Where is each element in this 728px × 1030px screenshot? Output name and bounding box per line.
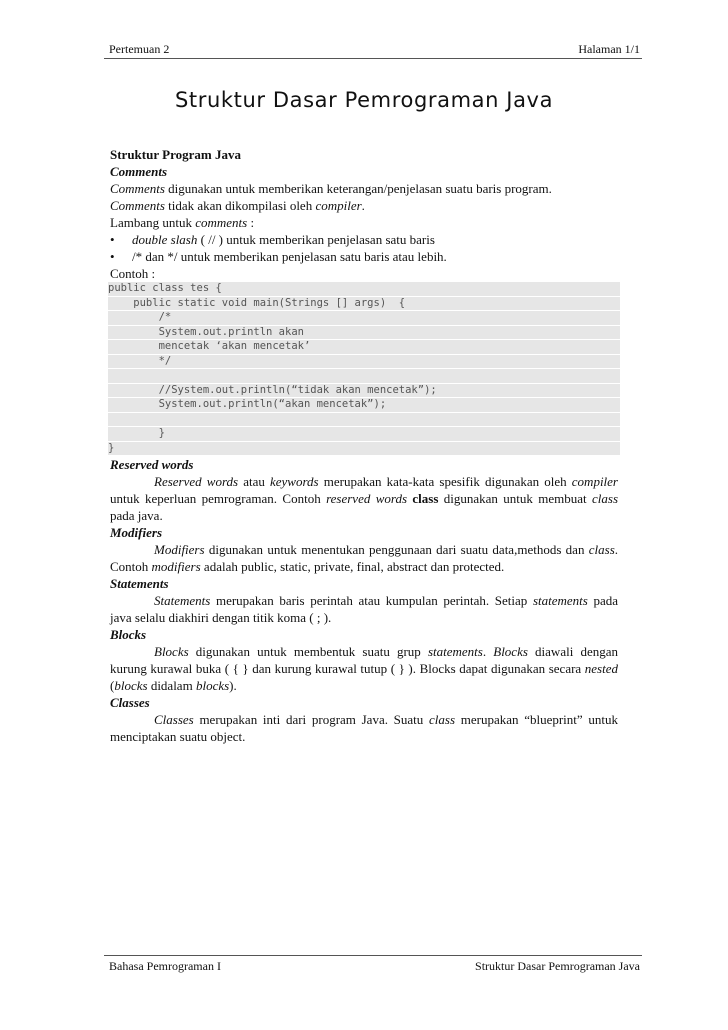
modifiers-paragraph: Modifiers digunakan untuk menentukan penggunaan dari suatu data,methods dan class. Contoh modifiers adalah public, static, private, final, abstract dan protected. [110,542,618,574]
comments-symbol-list [110,231,618,265]
section-heading-modifiers: Modifiers [110,525,162,540]
header-left-text: Pertemuan 2 [109,42,170,56]
section-heading-blocks: Blocks [110,627,147,642]
list-item: • double slash ( // ) untuk memberikan penjelasan satu baris [110,232,435,247]
code-line [108,413,620,428]
code-line: } [108,427,620,442]
blocks-paragraph: Blocks digunakan untuk membentuk suatu grup statements. Blocks diawali dengan kurung kurawal buka ( { } dan kurung kurawal tutup ( } ). Blocks dapat digunakan secara nested (blocks didalam blocks). [110,644,619,693]
section-heading-struktur: Struktur Program Java [110,147,241,162]
header-page-number: Halaman 1/1 [578,42,640,56]
code-line: /* [108,311,620,326]
bullet-icon: • [110,232,115,247]
example-label: Contoh : [110,266,156,281]
section-heading-statements: Statements [110,576,169,591]
section-heading-classes: Classes [110,695,150,710]
list-item: • /* dan */ untuk memberikan penjelasan satu baris atau lebih. [110,249,447,264]
code-line: } [108,442,620,457]
classes-paragraph: Classes merupakan inti dari program Java. Suatu class merupakan “blueprint” untuk menciptakan suatu object. [110,712,618,744]
code-line [108,369,620,384]
statements-paragraph: Statements merupakan baris perintah atau kumpulan perintah. Setiap statements pada java selalu diakhiri dengan titik koma ( ; ). [110,593,618,625]
comments-paragraph: Comments digunakan untuk memberikan keterangan/penjelasan suatu baris program. Comments tidak akan dikompilasi oleh compiler. [110,181,552,213]
code-line: public class tes { [108,282,620,297]
page-header [104,41,642,59]
code-line: System.out.println(“akan mencetak”); [108,398,620,413]
section-heading-reserved-words: Reserved words [110,457,194,472]
section-heading-comments: Comments [110,164,168,179]
code-block [108,282,620,456]
bullet-icon: • [110,249,115,264]
footer-left-text: Bahasa Pemrograman I [109,959,221,973]
comments-symbol-intro: Lambang untuk comments : [110,215,255,230]
code-line: System.out.println akan [108,326,620,341]
document-title: Struktur Dasar Pemrograman Java [174,88,554,112]
page-footer [104,955,642,973]
reserved-words-paragraph: Reserved words atau keywords merupakan kata-kata spesifik digunakan oleh compiler untuk keperluan pemrograman. Contoh reserved words class digunakan untuk membuat class pada java. [110,474,618,523]
code-line: */ [108,355,620,370]
document-body [110,146,618,745]
footer-right-text: Struktur Dasar Pemrograman Java [475,959,640,973]
code-line: mencetak ‘akan mencetak’ [108,340,620,355]
code-line: //System.out.println(“tidak akan mencetak”); [108,384,620,399]
code-line: public static void main(Strings [] args) { [108,297,620,312]
